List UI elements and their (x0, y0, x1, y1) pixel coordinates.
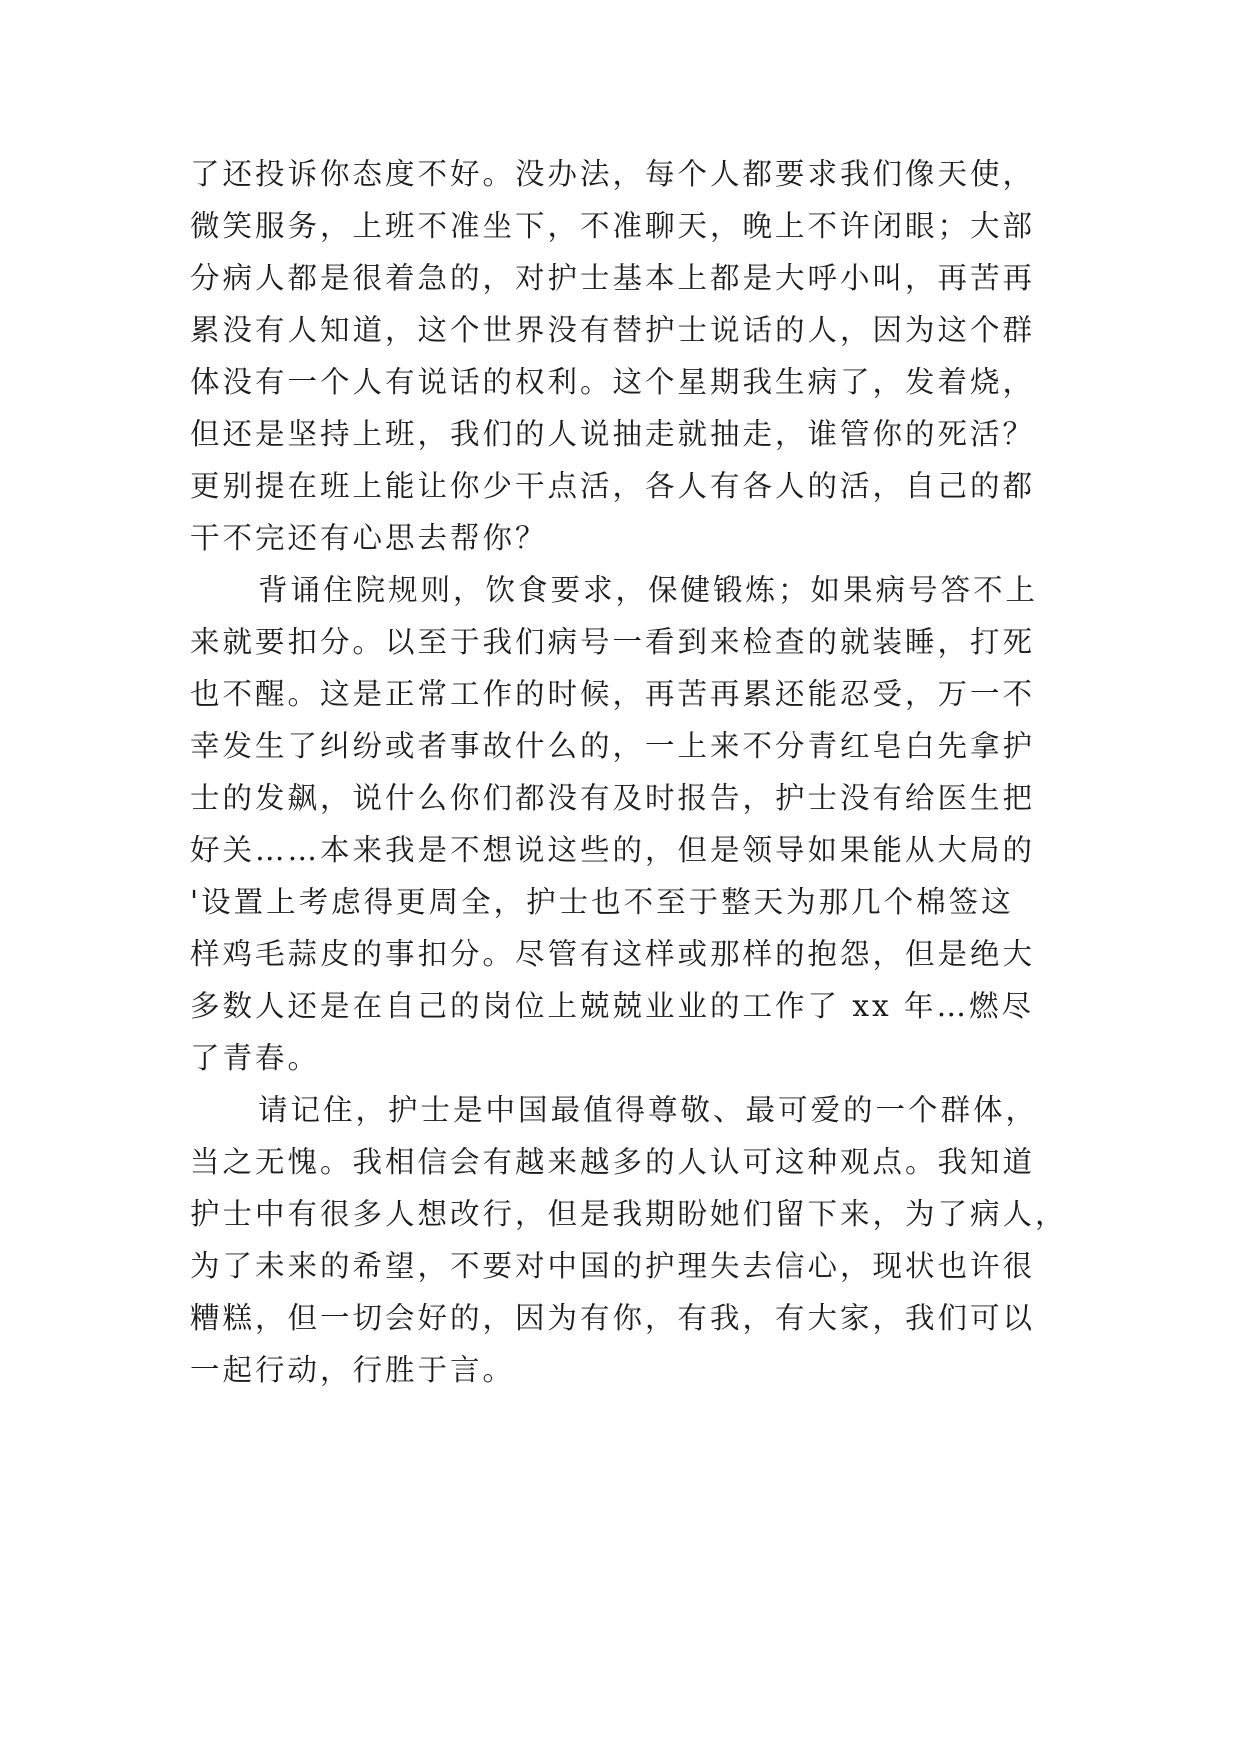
paragraph-1-line-8: 干不完还有心思去帮你？ (190, 521, 548, 555)
paragraph-1-line-5: 体没有一个人有说话的权利。这个星期我生病了，发着烧， (190, 365, 1036, 399)
paragraph-2-line-6: 好关……本来我是不想说这些的，但是领导如果能从大局的 (190, 833, 1036, 867)
paragraph-2-line-10: 了青春。 (190, 1041, 321, 1075)
paragraph-2-line-1: 背诵住院规则，饮食要求，保健锻炼；如果病号答不上 (258, 573, 1039, 607)
paragraph-3-line-3: 护士中有很多人想改行，但是我期盼她们留下来，为了病人， (190, 1197, 1068, 1231)
paragraph-2-line-2: 来就要扣分。以至于我们病号一看到来检查的就装睡，打死 (190, 625, 1036, 659)
paragraph-2-line-5: 士的发飙，说什么你们都没有及时报告，护士没有给医生把 (190, 781, 1036, 815)
paragraph-2-line-3: 也不醒。这是正常工作的时候，再苦再累还能忍受，万一不 (190, 677, 1036, 711)
paragraph-1-line-4: 累没有人知道，这个世界没有替护士说话的人，因为这个群 (190, 313, 1036, 347)
paragraph-2-line-9: 多数人还是在自己的岗位上兢兢业业的工作了 xx 年…燃尽 (190, 989, 1035, 1023)
paragraph-3-line-1: 请记住，护士是中国最值得尊敬、最可爱的一个群体， (258, 1093, 1039, 1127)
paragraph-1-line-7: 更别提在班上能让你少干点活，各人有各人的活，自己的都 (190, 469, 1036, 503)
paragraph-1-line-3: 分病人都是很着急的，对护士基本上都是大呼小叫，再苦再 (190, 261, 1036, 295)
paragraph-1-line-1: 了还投诉你态度不好。没办法，每个人都要求我们像天使， (190, 157, 1036, 191)
paragraph-3-line-4: 为了未来的希望，不要对中国的护理失去信心，现状也许很 (190, 1249, 1036, 1283)
paragraph-3-line-2: 当之无愧。我相信会有越来越多的人认可这种观点。我知道 (190, 1145, 1036, 1179)
paragraph-3-line-5: 糟糕，但一切会好的，因为有你，有我，有大家，我们可以 (190, 1301, 1036, 1335)
paragraph-1-line-2: 微笑服务，上班不准坐下，不准聊天，晚上不许闭眼；大部 (190, 209, 1036, 243)
paragraph-2-line-7: '设置上考虑得更周全，护士也不至于整天为那几个棉签这 (190, 885, 1014, 919)
paragraph-1-line-6: 但还是坚持上班，我们的人说抽走就抽走，谁管你的死活？ (190, 417, 1036, 451)
paragraph-2-line-8: 样鸡毛蒜皮的事扣分。尽管有这样或那样的抱怨，但是绝大 (190, 937, 1036, 971)
paragraph-2-line-4: 幸发生了纠纷或者事故什么的，一上来不分青红皂白先拿护 (190, 729, 1036, 763)
paragraph-3-line-6: 一起行动，行胜于言。 (190, 1353, 516, 1387)
